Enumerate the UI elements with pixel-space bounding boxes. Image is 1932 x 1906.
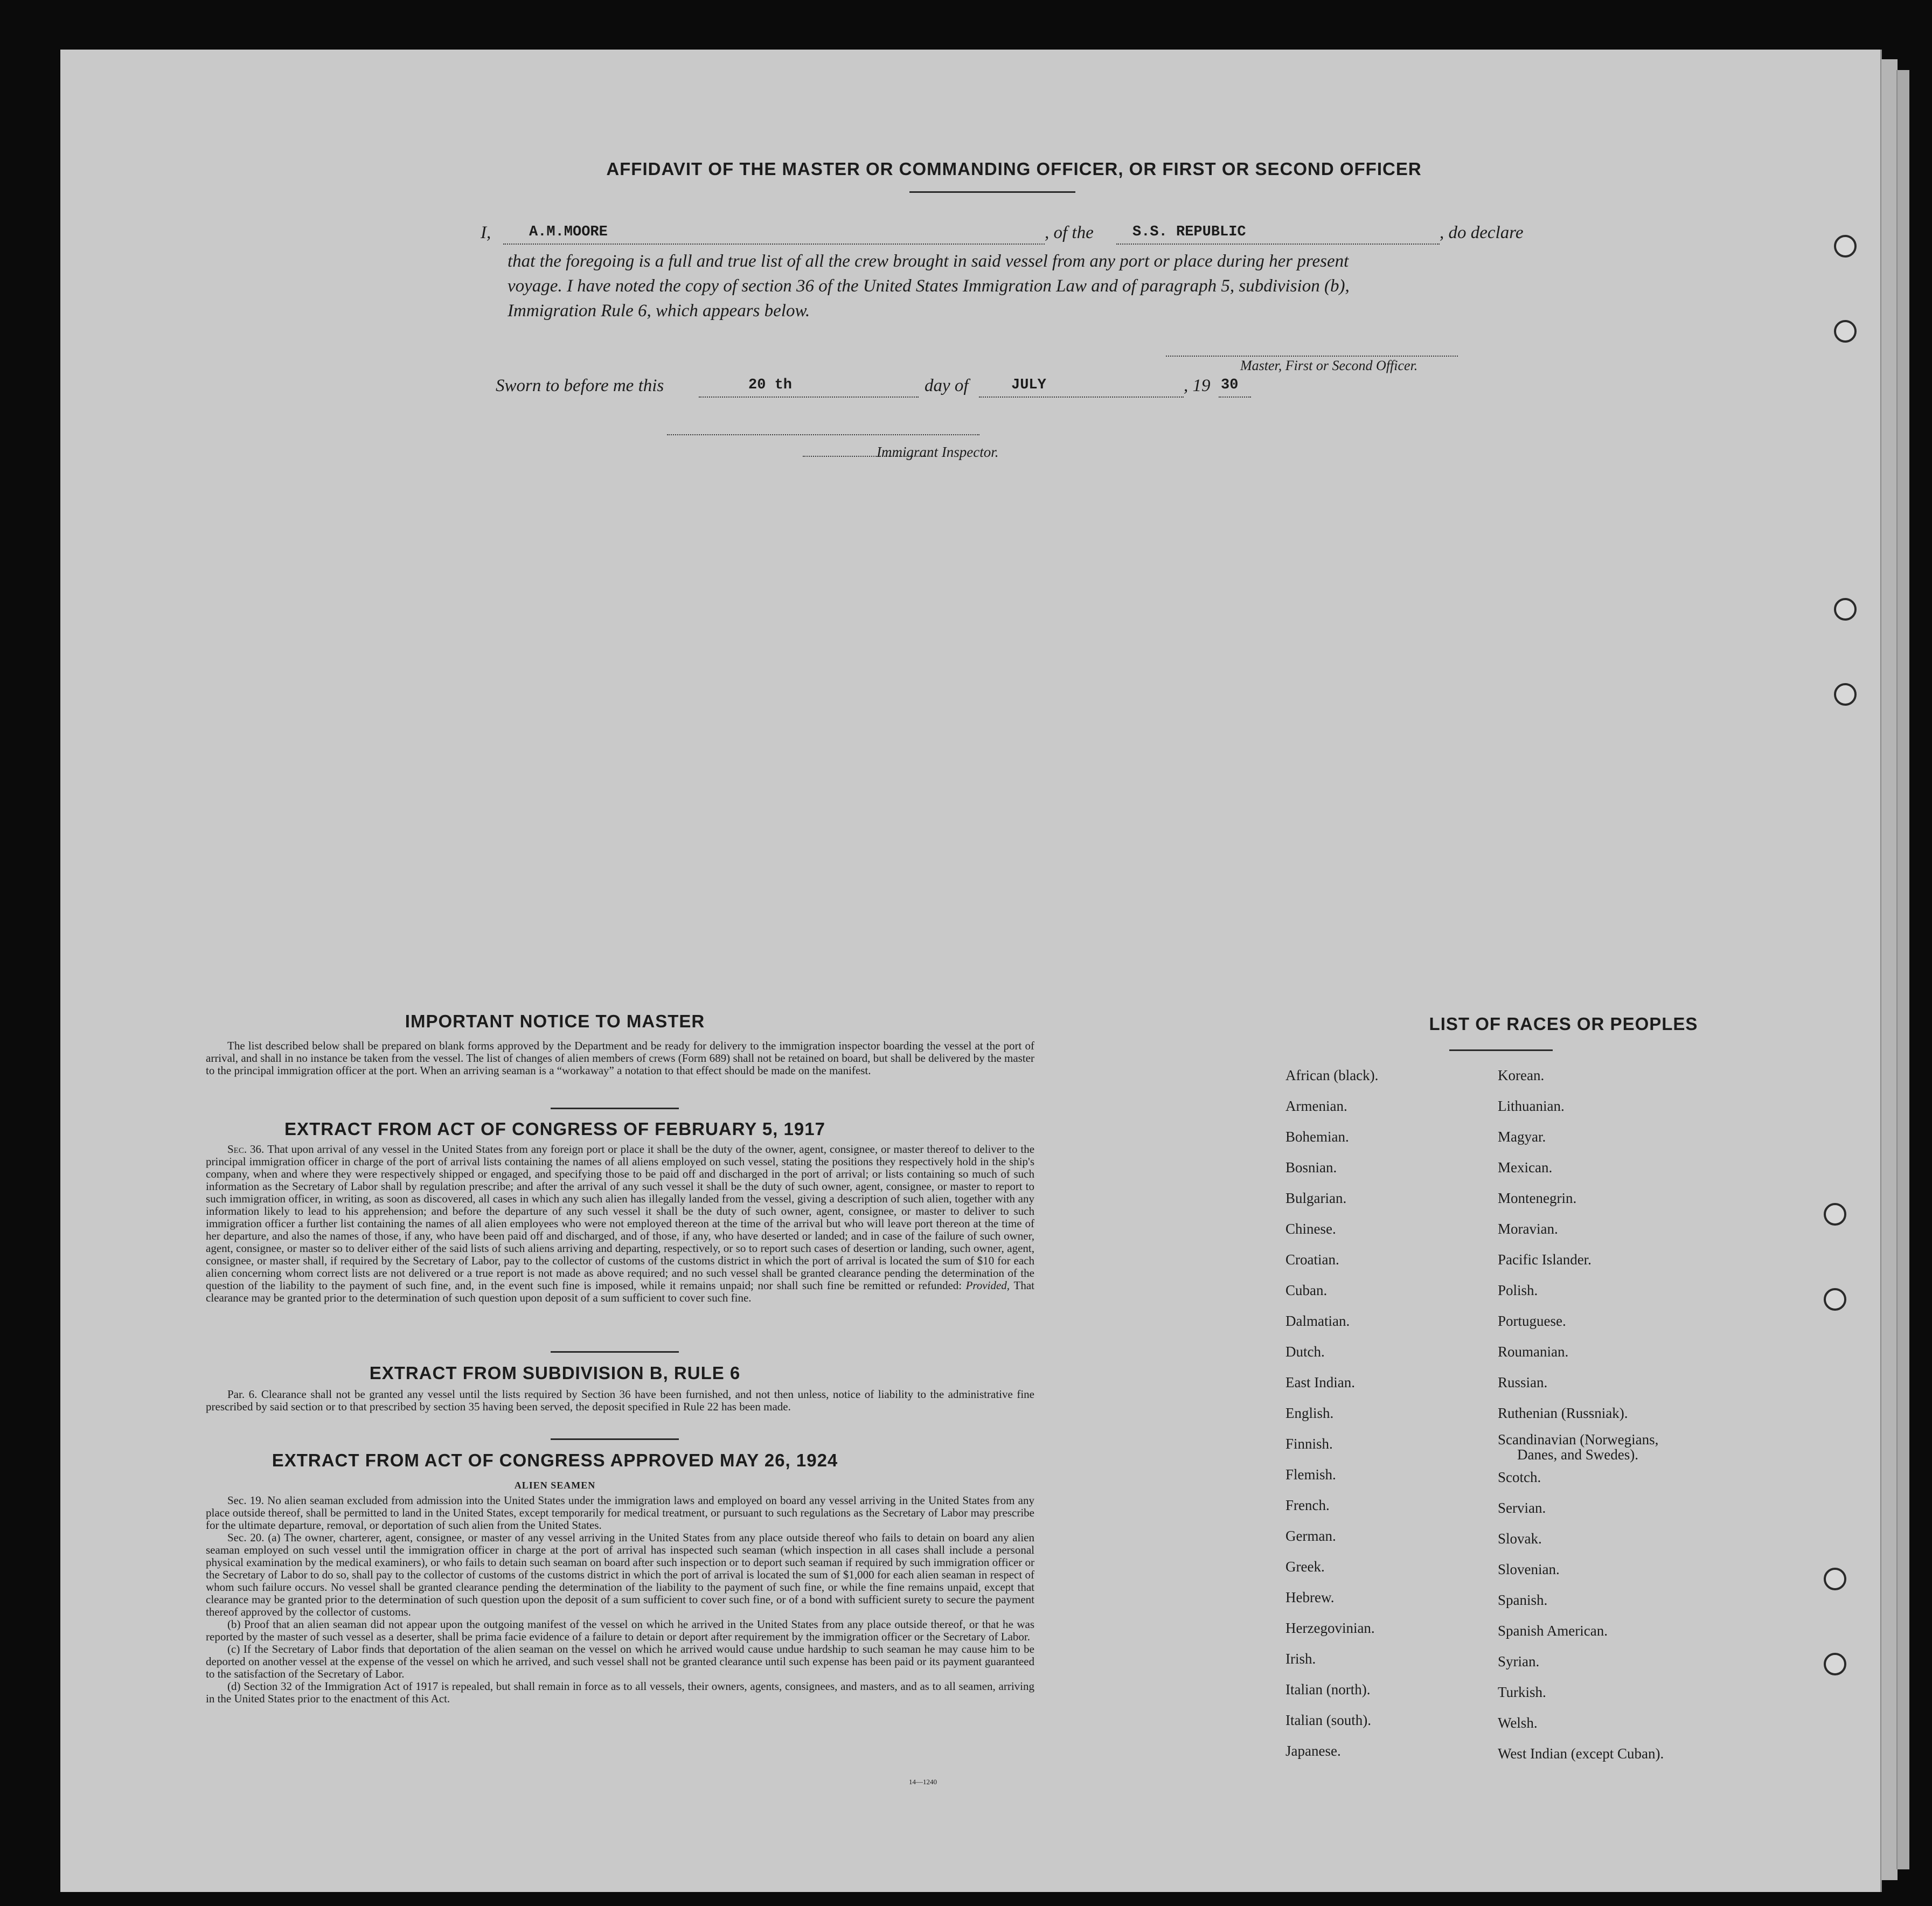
race-item: Irish.: [1285, 1651, 1316, 1667]
race-item: Syrian.: [1498, 1653, 1540, 1670]
race-item: East Indian.: [1285, 1374, 1355, 1390]
race-item: Japanese.: [1285, 1743, 1341, 1759]
extract-1924-text: [206, 1494, 1034, 1705]
race-item: Chinese.: [1285, 1221, 1336, 1237]
race-item: Danes, and Swedes).: [1517, 1446, 1638, 1463]
sec19-paragraph: Sec. 19. No alien seaman excluded from admission into the United States under the immigration laws and employed on board any vessel arriving in the United States from any place outside thereof, shall be permitted to land in the United States, except temporarily for medical treatment, or pursuant to such regulations as the Secretary of Labor may prescribe for the ultimate departure, removal, or deportation of such alien from the United States.: [206, 1494, 1034, 1532]
form-number: 14—1240: [909, 1778, 937, 1786]
race-item: English.: [1285, 1405, 1334, 1421]
race-item: Lithuanian.: [1498, 1098, 1565, 1114]
binder-hole: [1824, 1203, 1846, 1226]
race-item: Polish.: [1498, 1282, 1538, 1298]
race-item: African (black).: [1285, 1067, 1379, 1083]
proviso-word: Provided,: [965, 1279, 1010, 1292]
race-item: French.: [1285, 1497, 1330, 1513]
race-item: Armenian.: [1285, 1098, 1347, 1114]
race-item: Bulgarian.: [1285, 1190, 1347, 1206]
race-item: Scotch.: [1498, 1469, 1541, 1485]
race-item: Ruthenian (Russniak).: [1498, 1405, 1628, 1421]
race-item: Montenegrin.: [1498, 1190, 1577, 1206]
notice-title: IMPORTANT NOTICE TO MASTER: [405, 1011, 705, 1031]
race-item: Spanish.: [1498, 1592, 1548, 1608]
sworn-month-field: [979, 375, 1184, 398]
sworn-label: Sworn to before me this: [496, 376, 664, 395]
master-name-field: [503, 222, 1045, 245]
master-name-value: A.M.MOORE: [529, 224, 608, 240]
binder-hole: [1834, 598, 1857, 621]
page-edge-2: [1896, 70, 1909, 1869]
title-divider: [909, 191, 1075, 193]
race-item: Greek.: [1285, 1559, 1325, 1575]
race-item: Spanish American.: [1498, 1623, 1608, 1639]
i-label: I,: [481, 223, 491, 242]
affidavit-body: [508, 249, 1537, 323]
vessel-name-value: S.S. REPUBLIC: [1132, 224, 1246, 240]
affidavit-body-line-3: Immigration Rule 6, which appears below.: [508, 301, 810, 321]
race-item: Roumanian.: [1498, 1344, 1569, 1360]
races-right-column: [1498, 1060, 1664, 1769]
extract-1924-subtitle: ALIEN SEAMEN: [514, 1480, 596, 1491]
extract-1917-text: [206, 1143, 1034, 1304]
extract-1917-divider: [551, 1351, 679, 1353]
page-edge-1: [1880, 59, 1898, 1880]
race-item: Cuban.: [1285, 1282, 1328, 1298]
year-prefix: , 19: [1184, 376, 1211, 395]
proviso-text: That clearance may be granted prior to the determination of such question upon deposit of a sum sufficient to cover such fine.: [206, 1279, 1035, 1304]
race-item: West Indian (except Cuban).: [1498, 1745, 1664, 1762]
race-item: Dutch.: [1285, 1344, 1325, 1360]
affidavit-body-line-1: that the foregoing is a full and true list of all the crew brought in said vessel from any port or place during her present: [508, 252, 1349, 271]
race-item: Welsh.: [1498, 1715, 1538, 1731]
sec36-label: Sec. 36.: [227, 1143, 265, 1156]
notice-text: [206, 1040, 1034, 1077]
race-item: Flemish.: [1285, 1466, 1336, 1483]
race-item: Herzegovinian.: [1285, 1620, 1375, 1636]
binder-hole: [1834, 235, 1857, 258]
race-item: Slovak.: [1498, 1531, 1542, 1547]
document-page: [60, 50, 1882, 1892]
race-item: Bohemian.: [1285, 1129, 1349, 1145]
sec20b-paragraph: (b) Proof that an alien seaman did not appear upon the outgoing manifest of the vessel on which he arrived in the United States from any place outside thereof, or that he was reported by the master of such vessel as a deserter, shall be prima facie evidence of a failure to detain or deport after requirement by the immigration officer or the Secretary of Labor.: [206, 1618, 1034, 1643]
race-item: Croatian.: [1285, 1251, 1339, 1268]
race-item: Portuguese.: [1498, 1313, 1566, 1329]
races-title: LIST OF RACES OR PEOPLES: [1429, 1014, 1698, 1034]
do-declare-label: , do declare: [1440, 223, 1524, 242]
race-item: Korean.: [1498, 1067, 1545, 1083]
extract-rule6-text: [206, 1388, 1034, 1413]
inspector-line: [667, 433, 979, 435]
sec20a-paragraph: Sec. 20. (a) The owner, charterer, agent, consignee, or master of any vessel arriving in the United States from any place outside thereof who fails to detain on board any alien seaman employed on such vessel until the immigration officer in charge at the port of arrival has inspected such seaman (which inspection in all cases shall include a personal physical examination by the medical examiners), or who fails to detain such seaman on board after such inspection or to deport such seaman if required by such immigration officer or the Secretary of Labor to do so, shall pay to the collector of customs of the customs district in which the port of arrival is located the sum of $1,000 for each alien seaman in respect of whom such failure occurs. No vessel shall be granted clearance pending the determination of the liability to the payment of such fine, or while the fine remains unpaid, except that clearance may be granted prior to the determination of such question upon the deposit of a sum sufficient to cover such fine, or of a bond with sufficient surety to secure the payment thereof approved by the collector of customs.: [206, 1531, 1034, 1618]
race-item: Hebrew.: [1285, 1589, 1335, 1605]
affidavit-title: AFFIDAVIT OF THE MASTER OR COMMANDING OFFICER, OR FIRST OR SECOND OFFICER: [606, 159, 1422, 179]
race-item: German.: [1285, 1528, 1336, 1544]
sworn-day-field: [699, 375, 919, 398]
race-item: Mexican.: [1498, 1159, 1553, 1175]
race-item: Moravian.: [1498, 1221, 1558, 1237]
sworn-day-value: 20 th: [748, 377, 793, 393]
binder-hole: [1824, 1288, 1846, 1311]
of-the-label: , of the: [1045, 223, 1094, 242]
race-item: Finnish.: [1285, 1436, 1333, 1452]
binder-hole: [1834, 320, 1857, 343]
race-item: Bosnian.: [1285, 1159, 1337, 1175]
affidavit-body-line-2: voyage. I have noted the copy of section 36 of the United States Immigration Law and of paragraph 5, subdivision (b),: [508, 276, 1350, 296]
race-item: Dalmatian.: [1285, 1313, 1350, 1329]
notice-paragraph: The list described below shall be prepared on blank forms approved by the Department and be ready for delivery to the immigration inspector boarding the vessel at the port of arrival, and shall in no instance be taken from the vessel. The list of changes of alien members of crews (Form 689) shall not be retained on board, but shall be delivered by the master to the principal immigration officer at the port. When an arriving seaman is a “workaway” a notation to that effect should be made on the manifest.: [206, 1039, 1034, 1077]
notice-divider: [551, 1108, 679, 1109]
sec20d-paragraph: (d) Section 32 of the Immigration Act of 1917 is repealed, but shall remain in force as to all vessels, their owners, agents, consignees, and masters, and as to all seamen, arriving in the United States prior to the enactment of this Act.: [206, 1680, 1034, 1705]
races-divider: [1449, 1049, 1553, 1051]
extract-rule6-divider: [551, 1438, 679, 1440]
race-item: Russian.: [1498, 1374, 1548, 1390]
race-item: Slovenian.: [1498, 1561, 1560, 1577]
inspector-caption: Immigrant Inspector.: [877, 444, 999, 460]
binder-hole: [1824, 1653, 1846, 1675]
signature-line: [1166, 354, 1458, 357]
extract-1917-title: EXTRACT FROM ACT OF CONGRESS OF FEBRUARY 5, 1917: [284, 1119, 825, 1139]
sworn-month-value: JULY: [1011, 377, 1046, 393]
race-item: Scandinavian (Norwegians,: [1498, 1431, 1659, 1448]
race-item: Italian (south).: [1285, 1712, 1371, 1728]
race-item: Turkish.: [1498, 1684, 1546, 1700]
race-item: Italian (north).: [1285, 1681, 1371, 1698]
year-field: [1219, 375, 1251, 398]
race-item: Servian.: [1498, 1500, 1546, 1516]
sec36-text: That upon arrival of any vessel in the United States from any foreign port or place it shall be the duty of the owner, agent, consignee, or master thereof to deliver to the principal immigration officer in charge of the port of arrival lists containing the names of all aliens employed on such vessel, stating the positions they respectively hold in the ship's company, when and where they were respectively shipped or engaged, and specifying those to be paid off and discharged in the port of arrival; or lists containing so much of such information as the Secretary of Labor shall by regulation prescribe; and after the arrival of any such vessel it shall be the duty of such owner, agent, consignee, or master to report to such immigration officer, in writing, as soon as discovered, all cases in which any such alien has illegally landed from the vessel, giving a description of such alien, together with any information likely to lead to his apprehension; and before the departure of any such vessel it shall be the duty of such owner, agent, consignee, or master to deliver to such immigration officer a further list containing the names of all alien employees who were not employed thereon at the time of the arrival but who will leave port thereon at the time of her departure, and also the names of those, if any, who have been paid off and discharged, and of those, if any, who have deserted or landed; and in case of the failure of such owner, agent, consignee, or master so to deliver either of the said lists of such aliens arriving and departing, respectively, or so to report such cases of desertion or landing, such owner, agent, consignee, or master shall, if required by the Secretary of Labor, pay to the collector of customs of the customs district in which the port of arrival is located the sum of $10 for each alien concerning whom correct lists are not delivered or a true report is not made as above required; and no such vessel shall be granted clearance pending the determination of the question of the liability to the payment of such fine, and, in the event such fine is imposed, while it remains unpaid; nor shall such fine be remitted or refunded:: [206, 1143, 1035, 1292]
signature-caption: Master, First or Second Officer.: [1240, 358, 1418, 373]
extract-rule6-title: EXTRACT FROM SUBDIVISION B, RULE 6: [369, 1363, 741, 1383]
day-of-label: day of: [925, 376, 969, 395]
vessel-name-field: [1116, 222, 1440, 245]
binder-hole: [1834, 683, 1857, 706]
year-value: 30: [1221, 377, 1239, 393]
races-left-column: [1285, 1060, 1378, 1766]
extract-1924-title: EXTRACT FROM ACT OF CONGRESS APPROVED MAY 26, 1924: [272, 1450, 838, 1470]
sec20c-paragraph: (c) If the Secretary of Labor finds that deportation of the alien seaman on the vessel on which he arrived would cause undue hardship to such seaman he may cause him to be deported on another vessel at the expense of the vessel on which he arrived, and such vessel shall not be granted clearance until such expense has been paid or its payment guaranteed to the satisfaction of the Secretary of Labor.: [206, 1643, 1034, 1680]
race-item: Pacific Islander.: [1498, 1251, 1592, 1268]
rule6-paragraph: Par. 6. Clearance shall not be granted any vessel until the lists required by Section 36 have been furnished, and not then unless, notice of liability to the administrative fine prescribed by said section or to that prescribed by section 35 having been served, the deposit specified in Rule 22 has been made.: [206, 1388, 1034, 1413]
binder-hole: [1824, 1568, 1846, 1590]
race-item: Magyar.: [1498, 1129, 1546, 1145]
